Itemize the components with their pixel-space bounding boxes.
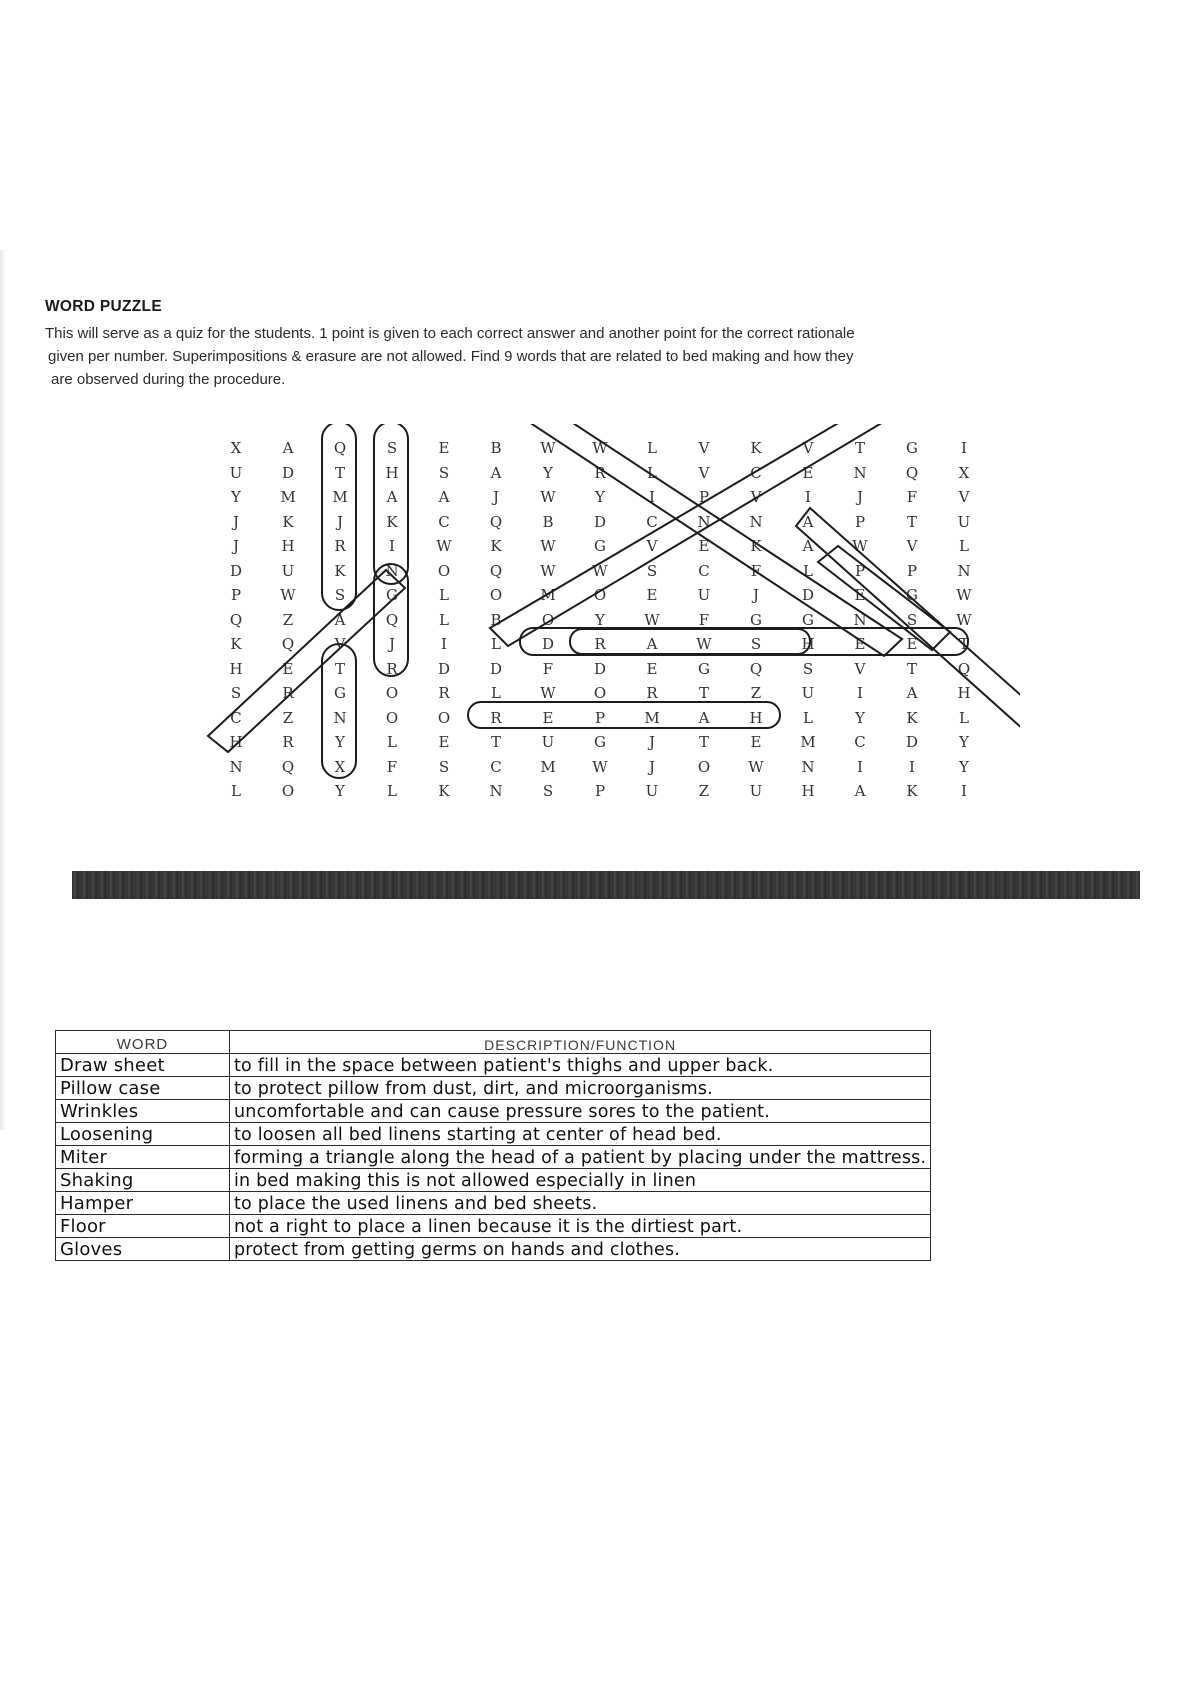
grid-letter: H bbox=[229, 733, 243, 751]
grid-letter: N bbox=[489, 782, 503, 800]
grid-letter: R bbox=[646, 684, 658, 702]
grid-letter: O bbox=[281, 782, 295, 800]
answer-description-text: in bed making this is not allowed especially in linen bbox=[234, 1171, 697, 1191]
grid-letter: G bbox=[594, 733, 606, 751]
grid-letter: O bbox=[385, 708, 399, 727]
grid-letter: R bbox=[282, 733, 294, 751]
instructions-line: are observed during the procedure. bbox=[51, 371, 286, 388]
answer-word: Wrinkles bbox=[56, 1100, 230, 1123]
answer-description-text: not a right to place a linen because it is the dirtiest part. bbox=[234, 1217, 743, 1237]
grid-letter: H bbox=[281, 537, 295, 555]
table-row bbox=[56, 1100, 931, 1123]
grid-letter: G bbox=[906, 439, 918, 457]
grid-letter: D bbox=[489, 659, 503, 678]
grid-letter: J bbox=[856, 488, 863, 506]
grid-letter: O bbox=[593, 684, 607, 702]
grid-letter: U bbox=[645, 782, 659, 800]
grid-letter: X bbox=[958, 463, 970, 482]
grid-letter: Q bbox=[281, 757, 295, 776]
grid-letter: V bbox=[750, 488, 762, 506]
grid-letter: O bbox=[437, 561, 451, 580]
grid-letter: E bbox=[750, 733, 762, 751]
answer-word: Draw sheet bbox=[56, 1054, 230, 1077]
grid-letter: V bbox=[802, 439, 814, 457]
grid-letter: L bbox=[231, 782, 241, 800]
grid-letter: O bbox=[385, 684, 399, 702]
answer-description-text: forming a triangle along the head of a patient by placing under the mattress. bbox=[234, 1148, 927, 1168]
grid-letter: K bbox=[282, 512, 294, 531]
answer-description-text: uncomfortable and can cause pressure sores to the patient. bbox=[234, 1102, 770, 1122]
table-row bbox=[56, 1146, 931, 1169]
grid-letter: Y bbox=[595, 610, 605, 629]
grid-letter: Q bbox=[333, 439, 347, 457]
answer-word: Floor bbox=[56, 1215, 230, 1238]
answer-table bbox=[55, 1030, 931, 1261]
grid-letter: I bbox=[389, 537, 395, 555]
grid-letter: Q bbox=[749, 659, 763, 678]
table-row bbox=[56, 1054, 931, 1077]
grid-letter: U bbox=[697, 586, 711, 604]
grid-letter: N bbox=[957, 561, 971, 580]
grid-letter: E bbox=[854, 586, 866, 604]
grid-letter: K bbox=[438, 782, 450, 800]
grid-letter: S bbox=[386, 439, 398, 457]
grid-letter: P bbox=[698, 488, 710, 506]
grid-letter: U bbox=[801, 684, 815, 702]
grid-letter: Q bbox=[957, 659, 971, 678]
grid-letter: Y bbox=[335, 782, 345, 800]
grid-letter: A bbox=[802, 537, 814, 555]
grid-letter: P bbox=[854, 512, 866, 531]
grid-letter: W bbox=[540, 537, 556, 555]
answer-description bbox=[230, 1146, 931, 1169]
grid-letter: D bbox=[801, 586, 815, 604]
grid-letter: P bbox=[906, 561, 918, 580]
grid-letter: N bbox=[853, 463, 867, 482]
grid-letter: R bbox=[594, 463, 606, 482]
grid-letter: R bbox=[386, 659, 398, 678]
grid-letter: T bbox=[698, 684, 709, 702]
grid-letter: S bbox=[438, 463, 450, 482]
grid-letter: L bbox=[647, 439, 657, 457]
page-title: WORD PUZZLE bbox=[45, 298, 162, 315]
grid-letter: P bbox=[230, 586, 242, 604]
grid-letter: T bbox=[958, 635, 969, 653]
scan-edge bbox=[0, 250, 6, 1130]
grid-letter: O bbox=[489, 586, 503, 604]
grid-letter: E bbox=[906, 635, 918, 653]
grid-letter: J bbox=[648, 733, 655, 751]
grid-letter: V bbox=[698, 463, 710, 482]
grid-letter: M bbox=[332, 488, 348, 506]
grid-letter: T bbox=[334, 659, 345, 678]
grid-letter: H bbox=[749, 708, 763, 727]
grid-letter: D bbox=[229, 561, 243, 580]
grid-letter: J bbox=[492, 488, 499, 506]
grid-letter: U bbox=[541, 733, 555, 751]
grid-letter: E bbox=[438, 439, 450, 457]
grid-letter: H bbox=[957, 684, 971, 702]
grid-letter: T bbox=[698, 733, 709, 751]
grid-letter: A bbox=[906, 684, 918, 702]
grid-letter: W bbox=[852, 537, 868, 555]
answer-description-text: to fill in the space between patient's thighs and upper back. bbox=[234, 1056, 774, 1076]
grid-letter: K bbox=[334, 561, 346, 580]
grid-letter: N bbox=[749, 512, 763, 531]
grid-letter: W bbox=[696, 635, 712, 653]
table-row bbox=[56, 1215, 931, 1238]
answer-word: Shaking bbox=[56, 1169, 230, 1192]
answer-word: Gloves bbox=[56, 1238, 230, 1261]
grid-letter: I bbox=[805, 488, 811, 506]
grid-letter: C bbox=[750, 463, 762, 482]
grid-letter: K bbox=[750, 439, 762, 457]
grid-letter: H bbox=[229, 659, 243, 678]
grid-letter: S bbox=[646, 561, 658, 580]
grid-letter: V bbox=[958, 488, 970, 506]
grid-letter: J bbox=[232, 537, 239, 555]
table-row bbox=[56, 1192, 931, 1215]
grid-letter: Y bbox=[543, 463, 553, 482]
grid-letter: W bbox=[540, 561, 556, 580]
grid-letter: I bbox=[441, 635, 447, 653]
grid-letter: S bbox=[334, 586, 346, 604]
answer-description bbox=[230, 1054, 931, 1077]
grid-letter: W bbox=[956, 586, 972, 604]
grid-letter: E bbox=[542, 708, 554, 727]
grid-letter: X bbox=[230, 439, 242, 457]
grid-letter: S bbox=[438, 757, 450, 776]
answer-description bbox=[230, 1077, 931, 1100]
scan-redaction-bar bbox=[72, 871, 1140, 899]
grid-letter: T bbox=[334, 463, 345, 482]
grid-letter: W bbox=[956, 610, 972, 629]
grid-letter: Y bbox=[855, 708, 865, 727]
grid-letter: L bbox=[387, 782, 397, 800]
grid-letter: O bbox=[697, 757, 711, 776]
grid-letter: Z bbox=[282, 708, 294, 727]
grid-letter: R bbox=[490, 708, 502, 727]
grid-letter: Y bbox=[959, 733, 969, 751]
grid-letter: D bbox=[281, 463, 295, 482]
grid-letter: W bbox=[540, 488, 556, 506]
grid-letter: K bbox=[490, 537, 502, 555]
grid-letter: Z bbox=[282, 610, 294, 629]
letter-grid bbox=[210, 436, 990, 804]
grid-letter: D bbox=[593, 659, 607, 678]
grid-letter: W bbox=[592, 439, 608, 457]
grid-letter: C bbox=[646, 512, 658, 531]
grid-letter: Z bbox=[698, 782, 710, 800]
answer-description bbox=[230, 1215, 931, 1238]
grid-letter: Q bbox=[489, 561, 503, 580]
grid-letter: G bbox=[906, 586, 918, 604]
grid-letter: F bbox=[750, 561, 762, 580]
grid-letter: Q bbox=[489, 512, 503, 531]
grid-letter: U bbox=[749, 782, 763, 800]
grid-letter: T bbox=[854, 439, 865, 457]
grid-letter: S bbox=[802, 659, 814, 678]
grid-letter: D bbox=[541, 635, 555, 653]
grid-letter: W bbox=[748, 757, 764, 776]
grid-letter: G bbox=[386, 586, 398, 604]
table-row bbox=[56, 1169, 931, 1192]
grid-letter: P bbox=[594, 782, 606, 800]
grid-letter: L bbox=[439, 586, 449, 604]
table-row bbox=[56, 1238, 931, 1261]
grid-letter: R bbox=[334, 537, 346, 555]
grid-letter: A bbox=[698, 708, 710, 727]
grid-letter: S bbox=[230, 684, 242, 702]
grid-letter: U bbox=[281, 561, 295, 580]
instructions-line: given per number. Superimpositions & erasure are not allowed. Find 9 words that are related to bed making and how they bbox=[48, 348, 854, 365]
grid-letter: Y bbox=[595, 488, 605, 506]
grid-letter: E bbox=[854, 635, 866, 653]
table-header-row bbox=[56, 1031, 931, 1054]
grid-letter: G bbox=[802, 610, 814, 629]
grid-letter: S bbox=[906, 610, 918, 629]
instructions-line: This will serve as a quiz for the students. 1 point is given to each correct answer and another point for the correct rationale bbox=[45, 325, 855, 342]
column-header-word: WORD bbox=[56, 1031, 230, 1054]
grid-letter: M bbox=[540, 757, 556, 776]
grid-letter: Y bbox=[231, 488, 241, 506]
grid-letter: I bbox=[857, 757, 863, 776]
grid-letter: W bbox=[540, 684, 556, 702]
grid-letter: U bbox=[957, 512, 971, 531]
grid-letter: L bbox=[959, 537, 969, 555]
grid-letter: O bbox=[437, 708, 451, 727]
grid-letter: M bbox=[800, 733, 816, 751]
answer-word: Miter bbox=[56, 1146, 230, 1169]
grid-letter: Y bbox=[959, 757, 969, 776]
grid-letter: E bbox=[698, 537, 710, 555]
answer-description-text: to protect pillow from dust, dirt, and microorganisms. bbox=[234, 1079, 714, 1099]
grid-letter: W bbox=[644, 610, 660, 629]
grid-letter: G bbox=[594, 537, 606, 555]
grid-letter: L bbox=[803, 561, 813, 580]
grid-letter: J bbox=[752, 586, 759, 604]
grid-letter: A bbox=[386, 488, 398, 506]
grid-letter: V bbox=[906, 537, 918, 555]
grid-letter: W bbox=[592, 561, 608, 580]
grid-letter: Q bbox=[281, 635, 295, 653]
grid-letter: F bbox=[906, 488, 918, 506]
grid-letter: I bbox=[909, 757, 915, 776]
grid-letter: N bbox=[229, 757, 243, 776]
grid-letter: C bbox=[230, 708, 242, 727]
grid-letter: E bbox=[802, 463, 814, 482]
grid-letter: Z bbox=[750, 684, 762, 702]
grid-letter: F bbox=[542, 659, 554, 678]
grid-letter: R bbox=[438, 684, 450, 702]
grid-letter: F bbox=[386, 757, 398, 776]
grid-letter: W bbox=[540, 439, 556, 457]
grid-letter: B bbox=[542, 512, 554, 531]
grid-letter: I bbox=[649, 488, 655, 506]
answer-description-text: to place the used linens and bed sheets. bbox=[234, 1194, 598, 1214]
grid-letter: Q bbox=[905, 463, 919, 482]
answer-description bbox=[230, 1238, 931, 1261]
grid-letter: E bbox=[646, 586, 658, 604]
grid-letter: H bbox=[801, 635, 815, 653]
grid-letter: M bbox=[280, 488, 296, 506]
grid-letter: V bbox=[646, 537, 658, 555]
grid-letter: G bbox=[334, 684, 346, 702]
answer-description bbox=[230, 1100, 931, 1123]
grid-letter: S bbox=[542, 782, 554, 800]
grid-letter: K bbox=[230, 635, 242, 653]
grid-letter: T bbox=[906, 659, 917, 678]
grid-letter: E bbox=[438, 733, 450, 751]
grid-letter: L bbox=[959, 708, 969, 727]
table-row bbox=[56, 1077, 931, 1100]
grid-letter: M bbox=[644, 708, 660, 727]
grid-letter: V bbox=[698, 439, 710, 457]
answer-description bbox=[230, 1123, 931, 1146]
grid-letter: R bbox=[594, 635, 606, 653]
grid-letter: L bbox=[387, 733, 397, 751]
grid-letter: S bbox=[750, 635, 762, 653]
answer-word: Hamper bbox=[56, 1192, 230, 1215]
grid-letter: L bbox=[803, 708, 813, 727]
instructions bbox=[45, 322, 1165, 391]
grid-letter: O bbox=[593, 586, 607, 604]
grid-letter: A bbox=[334, 610, 346, 629]
grid-letter: C bbox=[698, 561, 710, 580]
grid-letter: C bbox=[854, 733, 866, 751]
grid-letter: K bbox=[750, 537, 762, 555]
grid-letter: N bbox=[333, 708, 347, 727]
grid-letter: I bbox=[961, 439, 967, 457]
grid-letter: N bbox=[697, 512, 711, 531]
grid-letter: J bbox=[648, 757, 655, 776]
answer-description-text: protect from getting germs on hands and clothes. bbox=[234, 1240, 681, 1260]
grid-letter: A bbox=[490, 463, 502, 482]
grid-letter: E bbox=[646, 659, 658, 678]
grid-letter: W bbox=[592, 757, 608, 776]
grid-letter: A bbox=[854, 782, 866, 800]
answer-description-text: to loosen all bed linens starting at center of head bed. bbox=[234, 1125, 722, 1145]
grid-letter: H bbox=[385, 463, 399, 482]
grid-letter: B bbox=[490, 610, 502, 629]
grid-letter: Q bbox=[385, 610, 399, 629]
grid-letter: M bbox=[540, 586, 556, 604]
grid-letter: L bbox=[491, 684, 501, 702]
grid-letter: V bbox=[854, 659, 866, 678]
word-search-puzzle bbox=[210, 436, 1010, 800]
grid-letter: L bbox=[439, 610, 449, 629]
answer-word: Loosening bbox=[56, 1123, 230, 1146]
grid-letter: D bbox=[905, 733, 919, 751]
grid-letter: T bbox=[490, 733, 501, 751]
grid-letter: U bbox=[229, 463, 243, 482]
grid-letter: Q bbox=[229, 610, 243, 629]
grid-letter: L bbox=[647, 463, 657, 482]
grid-letter: W bbox=[436, 537, 452, 555]
grid-letter: R bbox=[282, 684, 294, 702]
answer-word: Pillow case bbox=[56, 1077, 230, 1100]
grid-letter: N bbox=[853, 610, 867, 629]
grid-letter: K bbox=[386, 512, 398, 531]
grid-letter: A bbox=[438, 488, 450, 506]
grid-letter: J bbox=[232, 512, 239, 531]
grid-letter: D bbox=[437, 659, 451, 678]
grid-letter: B bbox=[490, 439, 502, 457]
grid-letter: E bbox=[282, 659, 294, 678]
grid-letter: A bbox=[646, 635, 658, 653]
grid-letter: J bbox=[336, 512, 343, 531]
grid-letter: F bbox=[698, 610, 710, 629]
grid-letter: G bbox=[698, 659, 710, 678]
grid-letter: D bbox=[593, 512, 607, 531]
grid-letter: C bbox=[438, 512, 450, 531]
grid-letter: N bbox=[385, 561, 399, 580]
grid-letter: T bbox=[906, 512, 917, 531]
answer-description bbox=[230, 1169, 931, 1192]
grid-letter: I bbox=[961, 782, 967, 800]
grid-letter: O bbox=[541, 610, 555, 629]
column-header-description: DESCRIPTION/FUNCTION bbox=[230, 1031, 931, 1054]
grid-letter: J bbox=[388, 635, 395, 653]
grid-letter: N bbox=[801, 757, 815, 776]
grid-letter: Y bbox=[335, 733, 345, 751]
grid-letter: X bbox=[334, 757, 346, 776]
table-row bbox=[56, 1123, 931, 1146]
grid-letter: K bbox=[906, 782, 918, 800]
grid-letter: A bbox=[802, 512, 814, 531]
grid-letter: W bbox=[280, 586, 296, 604]
grid-letter: G bbox=[750, 610, 762, 629]
grid-letter: A bbox=[282, 439, 294, 457]
grid-letter: K bbox=[906, 708, 918, 727]
grid-letter: P bbox=[594, 708, 606, 727]
answer-description bbox=[230, 1192, 931, 1215]
grid-letter: V bbox=[334, 635, 346, 653]
grid-letter: L bbox=[491, 635, 501, 653]
grid-letter: H bbox=[801, 782, 815, 800]
grid-letter: I bbox=[857, 684, 863, 702]
table-body bbox=[56, 1054, 931, 1261]
grid-letter: C bbox=[490, 757, 502, 776]
grid-letter: P bbox=[854, 561, 866, 580]
